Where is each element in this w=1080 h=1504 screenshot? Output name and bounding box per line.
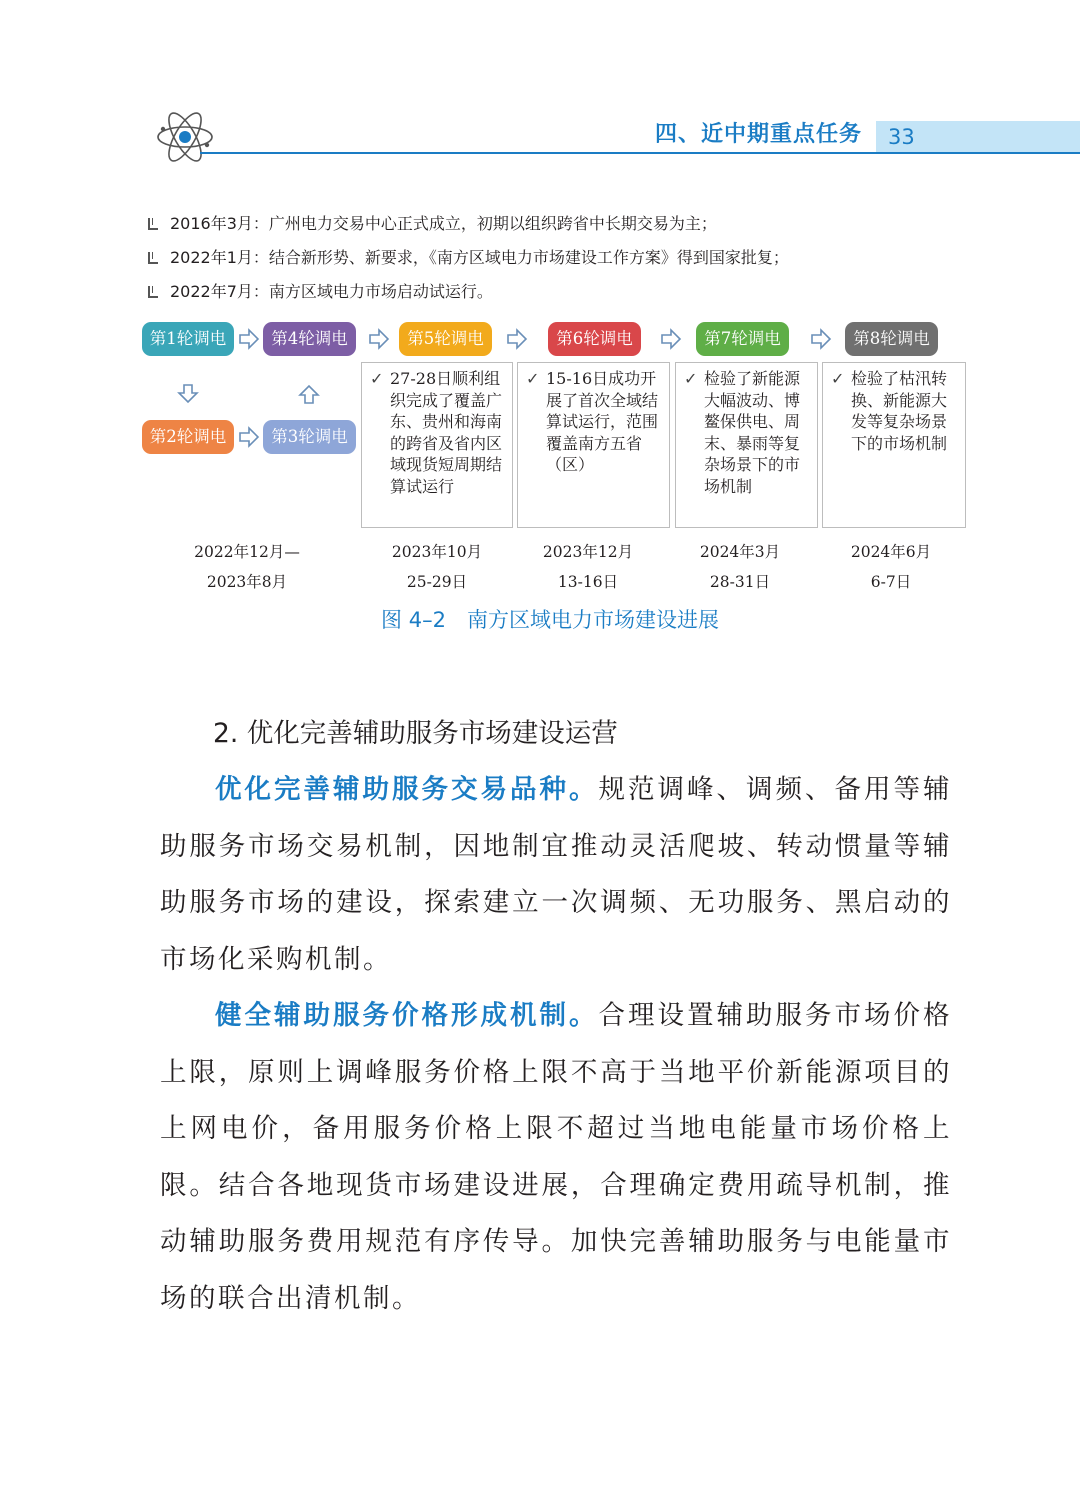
date-line-2: 13-16日: [557, 573, 619, 591]
date-line-1: 2024年6月: [850, 543, 932, 561]
timeline-date: [362, 537, 512, 597]
paragraph-lead: 优化完善辅助服务交易品种。: [215, 774, 599, 805]
bullet-icon: [148, 286, 158, 298]
header-rule: [200, 152, 1080, 154]
result-box-round-7: [675, 362, 818, 528]
round-7-pill: 第7轮调电: [696, 322, 789, 356]
date-line-2: 28-31日: [709, 573, 771, 591]
round-2-pill: 第2轮调电: [142, 420, 234, 454]
round-3-pill: 第3轮调电: [263, 420, 356, 454]
arrow-up-icon: [298, 383, 320, 405]
timeline-date: [513, 537, 663, 597]
bullet-icon: [148, 252, 158, 264]
milestone-text: 结合新形势、新要求，《南方区域电力市场建设工作方案》得到国家批复；: [268, 248, 789, 267]
checkmark-icon: ✓: [370, 369, 384, 388]
checkmark-icon: ✓: [684, 369, 698, 388]
paragraph-body: 规范调峰、调频、备用等辅助服务市场交易机制，因地制宜推动灵活爬坡、转动惯量等辅助服务市场的建设，探索建立一次调频、无功服务、黑启动的市场化采购机制。: [160, 774, 952, 975]
round-8-pill: 第8轮调电: [845, 322, 938, 356]
result-box-round-8: [822, 362, 966, 528]
result-box-round-5: [361, 362, 513, 528]
date-line-2: 6-7日: [870, 573, 912, 591]
atom-logo-icon: [155, 106, 215, 168]
date-line-1: 2023年10月: [391, 543, 483, 561]
date-line-2: 25-29日: [406, 573, 468, 591]
body-paragraph: [160, 762, 952, 988]
result-text: 15-16日成功开展了首次全域结算试运行，范围覆盖南方五省（区）: [546, 369, 659, 474]
milestone-date: 2022年1月：: [170, 248, 269, 267]
round-1-pill: 第1轮调电: [142, 322, 234, 356]
milestone-date: 2016年3月：: [170, 214, 269, 233]
result-text: 检验了枯汛转换、新能源大发等复杂场景下的市场机制: [851, 369, 948, 453]
bullet-icon: [148, 218, 158, 230]
arrow-right-icon: [368, 328, 390, 350]
arrow-right-icon: [810, 328, 832, 350]
figure-caption: 图 4–2 南方区域电力市场建设进展: [381, 608, 719, 632]
round-4-pill: 第4轮调电: [263, 322, 356, 356]
checkmark-icon: ✓: [831, 369, 845, 388]
paragraph-lead: 健全辅助服务价格形成机制。: [215, 1000, 599, 1031]
timeline-date: [816, 537, 966, 597]
milestone-item: [148, 245, 1028, 271]
arrow-right-icon: [660, 328, 682, 350]
result-text: 27-28日顺利组织完成了覆盖广东、贵州和海南的跨省及省内区域现货短周期结算试运行: [390, 369, 503, 496]
milestone-text: 广州电力交易中心正式成立，初期以组织跨省中长期交易为主；: [268, 214, 717, 233]
arrow-right-icon: [506, 328, 528, 350]
section-title: 四、近中期重点任务: [654, 122, 862, 147]
timeline-date: [172, 537, 322, 597]
subsection-heading: 2. 优化完善辅助服务市场建设运营: [213, 718, 618, 749]
paragraph-body: 合理设置辅助服务市场价格上限，原则上调峰服务价格上限不高于当地平价新能源项目的上网电价，备用服务价格上限不超过当地电能量市场价格上限。结合各地现货市场建设进展，合理确定费用疏导机制，推动辅助服务费用规范有序传导。加快完善辅助服务与电能量市场的联合出清机制。: [160, 1000, 952, 1314]
checkmark-icon: ✓: [526, 369, 540, 388]
milestone-date: 2022年7月：: [170, 282, 269, 301]
round-5-pill: 第5轮调电: [399, 322, 492, 356]
result-text: 检验了新能源大幅波动、博鳌保供电、周末、暴雨等复杂场景下的市场机制: [704, 369, 801, 496]
date-line-1: 2023年12月: [542, 543, 634, 561]
arrow-down-icon: [177, 383, 199, 405]
body-paragraph: [160, 988, 952, 1328]
page-number: 33: [888, 125, 915, 149]
milestone-text: 南方区域电力市场启动试运行。: [268, 282, 493, 301]
milestone-item: [148, 211, 1028, 237]
result-box-round-6: [517, 362, 670, 528]
milestone-item: [148, 279, 1028, 305]
arrow-right-icon: [238, 328, 260, 350]
round-6-pill: 第6轮调电: [548, 322, 641, 356]
timeline-date: [665, 537, 815, 597]
arrow-right-icon: [238, 426, 260, 448]
date-line-1: 2024年3月: [699, 543, 781, 561]
date-line-1: 2022年12月—: [194, 543, 300, 561]
date-line-2: 2023年8月: [206, 573, 288, 591]
